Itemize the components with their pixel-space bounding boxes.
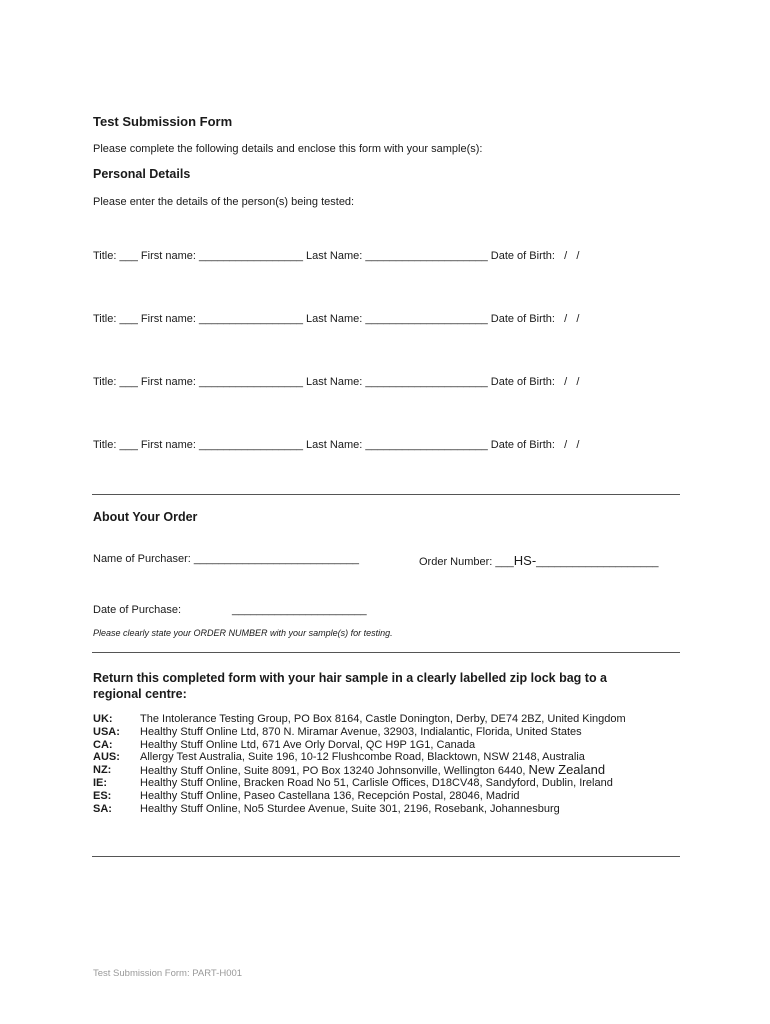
centre-address: Healthy Stuff Online, Paseo Castellana 136, Recepción Postal, 28046, Madrid — [140, 789, 520, 802]
list-item — [93, 764, 673, 777]
last-name-field[interactable]: Last Name: ____________________ — [306, 376, 488, 388]
centre-address: Healthy Stuff Online, Suite 8091, PO Box 13240 Johnsonville, Wellington 6440, — [140, 765, 529, 778]
person-row — [93, 439, 579, 451]
centre-address: Healthy Stuff Online Ltd, 671 Ave Orly Dorval, QC H9P 1G1, Canada — [140, 738, 476, 751]
purchase-date-field[interactable]: ______________________ — [232, 604, 367, 616]
page-footer: Test Submission Form: PART-H001 — [93, 968, 243, 979]
last-name-field[interactable]: Last Name: ____________________ — [306, 250, 488, 262]
order-heading: About Your Order — [93, 510, 198, 524]
title-field[interactable]: Title: ___ — [93, 313, 138, 325]
dob-field[interactable]: Date of Birth: / / — [490, 376, 580, 388]
centre-code: SA: — [93, 802, 112, 815]
form-intro: Please complete the following details and enclose this form with your sample(s): — [93, 143, 483, 155]
order-number-label: Order Number: ___ — [419, 556, 514, 568]
order-number-prefix: HS- — [513, 553, 537, 568]
order-number-blank: ____________________ — [536, 556, 659, 568]
list-item — [93, 777, 673, 790]
first-name-field[interactable]: First name: _________________ — [140, 313, 303, 325]
list-item — [93, 739, 673, 752]
centre-address: Healthy Stuff Online, Bracken Road No 51, Carlisle Offices, D18CV48, Sandyford, Dublin, Ireland — [140, 776, 613, 789]
dob-field[interactable]: Date of Birth: / / — [490, 313, 580, 325]
centre-address: Healthy Stuff Online Ltd, 870 N. Miramar Avenue, 32903, Indialantic, Florida, United States — [140, 725, 582, 738]
title-field[interactable]: Title: ___ — [93, 439, 138, 451]
title-field[interactable]: Title: ___ — [93, 250, 138, 262]
centre-address: Healthy Stuff Online, No5 Sturdee Avenue, Suite 301, 2196, Rosebank, Johannesburg — [140, 802, 560, 815]
list-item — [93, 726, 673, 739]
centre-code: AUS: — [93, 751, 120, 764]
first-name-field[interactable]: First name: _________________ — [140, 439, 303, 451]
centre-country: New Zealand — [528, 762, 606, 778]
regional-centre-list — [93, 713, 673, 815]
personal-details-instruction: Please enter the details of the person(s) being tested: — [93, 196, 355, 208]
centre-address: The Intolerance Testing Group, PO Box 8164, Castle Donington, Derby, DE74 2BZ, United Kingdom — [140, 713, 626, 725]
centre-code: NZ: — [93, 764, 112, 777]
centre-code: IE: — [93, 776, 108, 789]
centre-code: USA: — [93, 725, 120, 738]
purchaser-name-field[interactable]: Name of Purchaser: ___________________________ — [93, 553, 360, 565]
list-item — [93, 803, 673, 816]
list-item — [93, 713, 673, 726]
first-name-field[interactable]: First name: _________________ — [140, 250, 303, 262]
first-name-field[interactable]: First name: _________________ — [140, 376, 303, 388]
centre-code: ES: — [93, 789, 112, 802]
section-divider — [92, 856, 680, 857]
centre-code: UK: — [93, 713, 113, 725]
title-field[interactable]: Title: ___ — [93, 376, 138, 388]
dob-field[interactable]: Date of Birth: / / — [490, 250, 580, 262]
dob-field[interactable]: Date of Birth: / / — [490, 439, 580, 451]
return-heading: Return this completed form with your hair sample in a clearly labelled zip lock bag to a regional centre: — [93, 671, 608, 701]
person-row — [93, 376, 579, 388]
personal-details-heading: Personal Details — [93, 167, 191, 181]
centre-address: Allergy Test Australia, Suite 196, 10-12 Flushcombe Road, Blacktown, NSW 2148, Australia — [140, 751, 585, 764]
form-title: Test Submission Form — [93, 114, 233, 129]
order-number-field[interactable] — [419, 553, 659, 568]
centre-code: CA: — [93, 738, 113, 751]
last-name-field[interactable]: Last Name: ____________________ — [306, 439, 488, 451]
person-row — [93, 313, 579, 325]
list-item — [93, 790, 673, 803]
last-name-field[interactable]: Last Name: ____________________ — [306, 313, 488, 325]
person-row — [93, 250, 579, 262]
section-divider — [92, 652, 680, 653]
order-note: Please clearly state your ORDER NUMBER with your sample(s) for testing. — [93, 628, 393, 638]
centre-address-wrap — [140, 764, 605, 778]
purchase-date-label: Date of Purchase: — [93, 604, 182, 616]
section-divider — [92, 494, 680, 495]
